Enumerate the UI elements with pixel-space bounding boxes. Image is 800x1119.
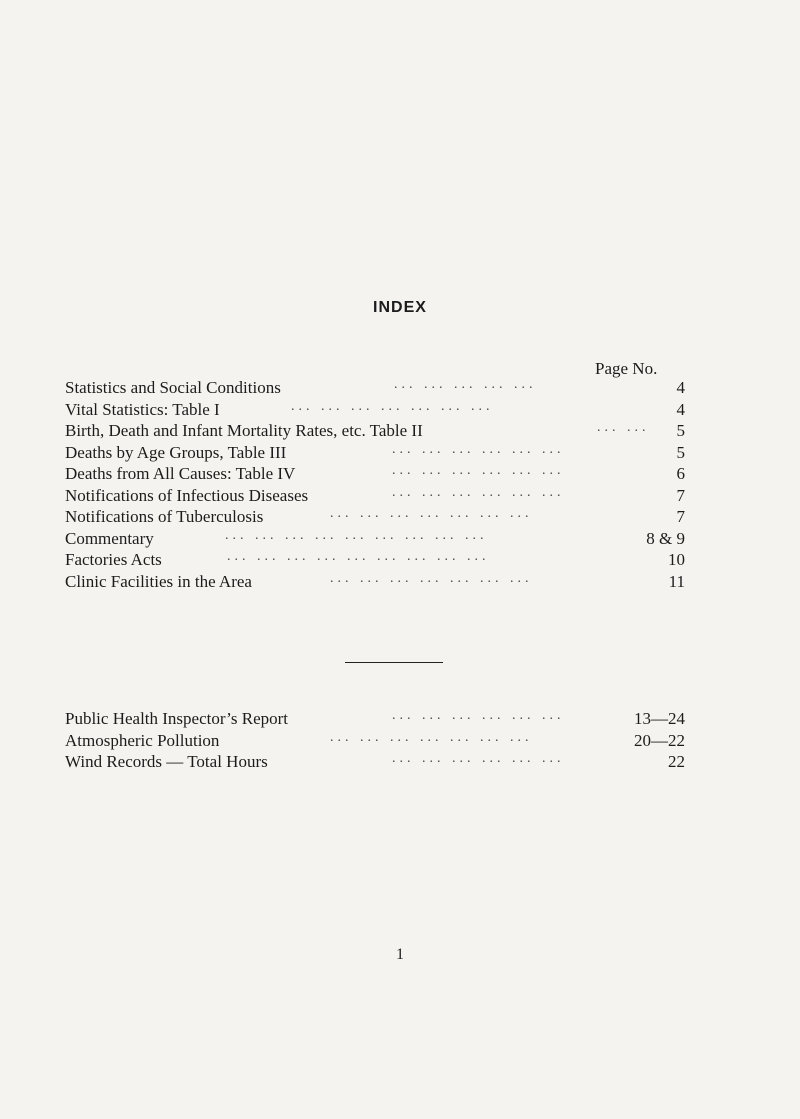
entry-leader-dots: ... ... ... ... ... ... bbox=[392, 708, 565, 723]
index-entry bbox=[65, 399, 685, 421]
page-folio-number: 1 bbox=[396, 946, 404, 963]
index-list-main bbox=[65, 377, 685, 592]
entry-page-number: 7 bbox=[676, 507, 685, 526]
entry-label: Notifications of Tuberculosis bbox=[65, 507, 264, 526]
entry-label: Clinic Facilities in the Area bbox=[65, 571, 252, 591]
entry-leader-dots: ... ... ... ... ... ... bbox=[392, 441, 565, 457]
entry-page-number: 13—24 bbox=[634, 709, 685, 728]
index-list-reports bbox=[65, 708, 685, 773]
index-entry bbox=[65, 730, 685, 752]
entry-label: Atmospheric Pollution bbox=[65, 730, 220, 750]
index-entry bbox=[65, 420, 685, 442]
entry-page-number: 6 bbox=[676, 464, 685, 483]
entry-leader-dots: ... ... ... ... ... ... ... bbox=[291, 398, 494, 414]
entry-leader-dots: ... ... ... ... ... ... bbox=[392, 463, 565, 478]
entry-leader-dots: ... ... ... ... ... ... bbox=[392, 484, 565, 500]
entry-label: Birth, Death and Infant Mortality Rates, etc. Table II bbox=[65, 421, 423, 440]
entry-label: Statistics and Social Conditions bbox=[65, 378, 281, 397]
entry-label: Public Health Inspector’s Report bbox=[65, 709, 289, 728]
page-title: INDEX bbox=[373, 299, 427, 316]
entry-label: Deaths by Age Groups, Table III bbox=[65, 442, 287, 462]
entry-page-number: 8 & 9 bbox=[646, 528, 685, 548]
entry-page-number: 4 bbox=[676, 378, 685, 397]
entry-label: Factories Acts bbox=[65, 550, 162, 569]
index-entry bbox=[65, 571, 685, 593]
entry-leader-dots: ... ... ... ... ... bbox=[394, 377, 537, 392]
entry-leader-dots: ... ... ... ... ... ... ... ... ... bbox=[225, 527, 488, 543]
page-number-column-header: Page No. bbox=[595, 359, 658, 378]
entry-page-number: 20—22 bbox=[634, 730, 685, 750]
section-divider bbox=[345, 662, 443, 663]
entry-page-number: 5 bbox=[676, 442, 685, 462]
entry-label: Notifications of Infectious Diseases bbox=[65, 485, 309, 505]
entry-page-number: 4 bbox=[676, 399, 685, 419]
entry-page-number: 7 bbox=[676, 485, 685, 505]
entry-leader-dots: ... ... ... ... ... ... bbox=[392, 751, 565, 766]
entry-leader-dots: ... ... ... ... ... ... ... bbox=[330, 729, 533, 745]
entry-label: Vital Statistics: Table I bbox=[65, 399, 220, 419]
entry-page-number: 11 bbox=[668, 571, 685, 591]
index-entry bbox=[65, 463, 685, 485]
entry-page-number: 22 bbox=[668, 752, 685, 771]
entry-leader-dots: ... ... bbox=[597, 420, 650, 435]
entry-label: Deaths from All Causes: Table IV bbox=[65, 464, 296, 483]
index-entry bbox=[65, 442, 685, 464]
entry-label: Wind Records — Total Hours bbox=[65, 752, 268, 771]
entry-leader-dots: ... ... ... ... ... ... ... ... ... bbox=[227, 549, 490, 564]
entry-page-number: 10 bbox=[668, 550, 685, 569]
entry-leader-dots: ... ... ... ... ... ... ... bbox=[330, 506, 533, 521]
entry-page-number: 5 bbox=[676, 421, 685, 440]
entry-label: Commentary bbox=[65, 528, 154, 548]
entry-leader-dots: ... ... ... ... ... ... ... bbox=[330, 570, 533, 586]
index-entry bbox=[65, 751, 685, 773]
